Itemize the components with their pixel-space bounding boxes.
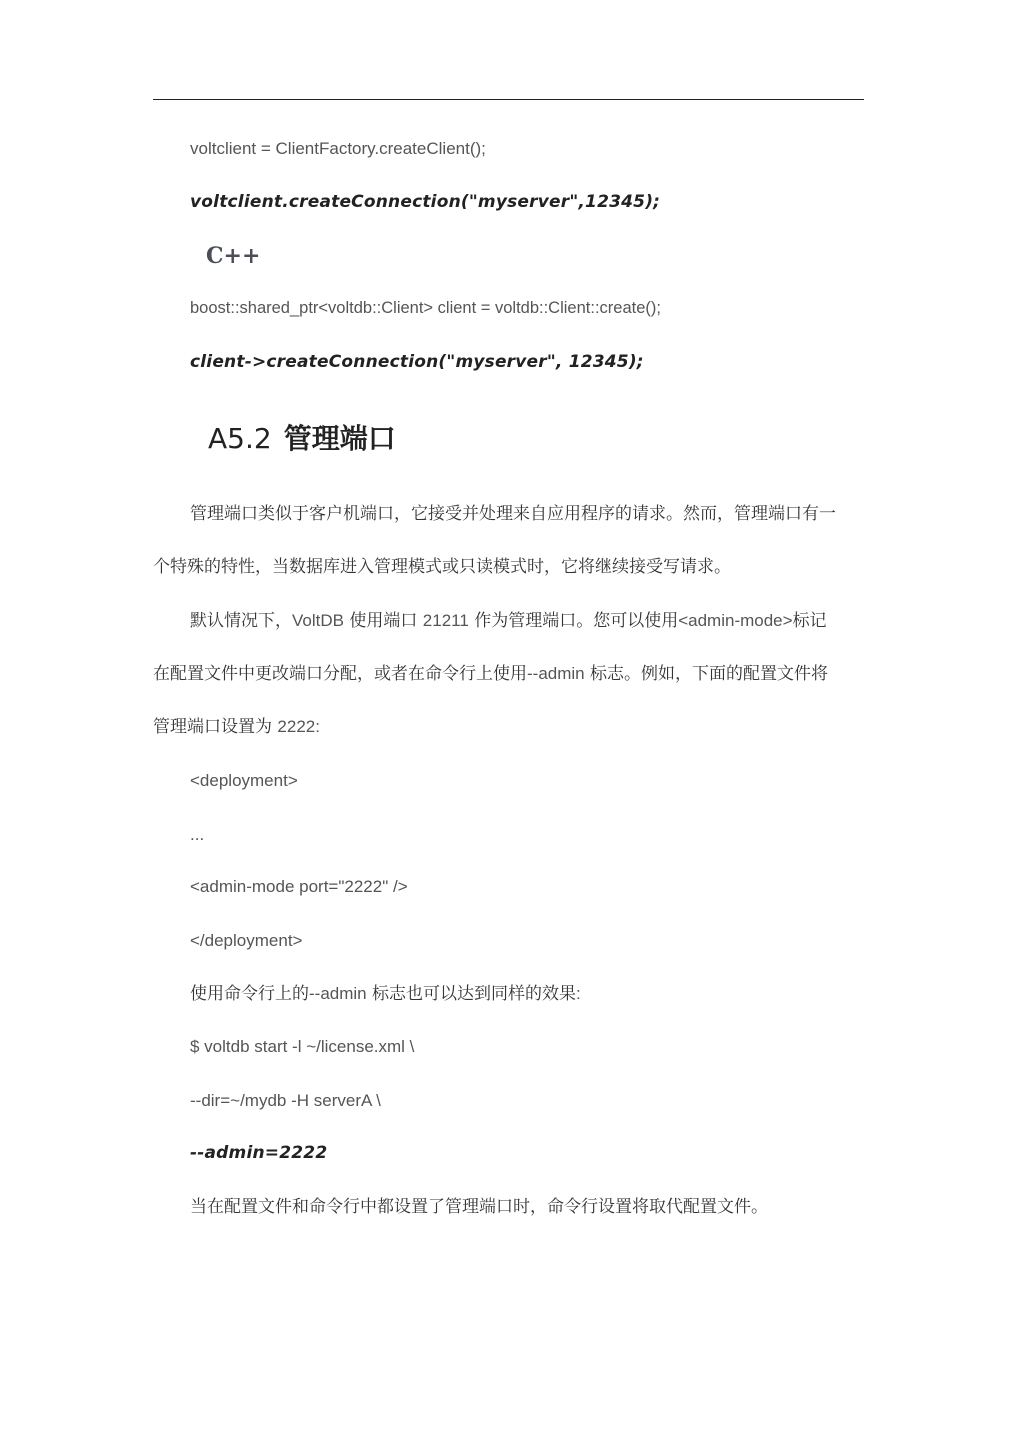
xml-code-line-4: </deployment> [190, 931, 303, 950]
para4: 当在配置文件和命令行中都设置了管理端口时，命令行设置将取代配置文件。 [190, 1197, 768, 1217]
cpp-code-line-2: client->createConnection("myserver", 12345); [190, 352, 644, 372]
para2-text: 默认情况下， [190, 611, 292, 631]
header-rule [153, 99, 864, 100]
section-number: A5.2 [208, 422, 272, 455]
admin-flag: --admin [309, 984, 367, 1003]
para2-text: 标记 [792, 611, 827, 631]
para2-text: 使用端口 [343, 611, 423, 631]
java-code-line-2: voltclient.createConnection("myserver",12345); [190, 192, 661, 212]
para2-text: 作为管理端口。您可以使用 [468, 611, 679, 631]
para2-line-3 [153, 718, 320, 736]
xml-code-line-3: <admin-mode port="2222" /> [190, 877, 408, 896]
section-title: 管理端口 [283, 422, 396, 455]
xml-code-line-1: <deployment> [190, 771, 298, 790]
admin-mode-tag: <admin-mode> [678, 611, 793, 630]
para2-line-1 [190, 612, 827, 630]
admin-port-value: 2222: [277, 717, 320, 736]
product-name: VoltDB [292, 611, 344, 630]
section-heading [208, 422, 396, 455]
cpp-heading: C++ [206, 243, 261, 269]
para3-colon: : [576, 984, 581, 1003]
cmd-code-line-3: --admin=2222 [190, 1143, 328, 1163]
para2-text: 在配置文件中更改端口分配，或者在命令行上使用 [153, 664, 527, 684]
cmd-code-line-2: --dir=~/mydb -H serverA \ [190, 1091, 381, 1110]
admin-flag: --admin [527, 664, 585, 683]
java-code-line-1: voltclient = ClientFactory.createClient(); [190, 139, 486, 158]
para2-text: 管理端口设置为 [153, 717, 278, 737]
para1-line-1: 管理端口类似于客户机端口，它接受并处理来自应用程序的请求。然而，管理端口有一 [190, 504, 836, 524]
cmd-code-line-1: $ voltdb start -l ~/license.xml \ [190, 1037, 415, 1056]
xml-code-line-2: ... [190, 825, 205, 844]
port-number: 21211 [422, 611, 469, 630]
para3-text: 标志也可以达到同样的效果 [366, 984, 577, 1004]
cpp-code-line-1: boost::shared_ptr<voltdb::Client> client = voltdb::Client::create(); [190, 299, 661, 317]
para3-text: 使用命令行上的 [190, 984, 309, 1004]
para1-line-2: 个特殊的特性，当数据库进入管理模式或只读模式时，它将继续接受写请求。 [153, 557, 731, 577]
para2-line-2 [153, 665, 828, 683]
para2-text: 标志。例如，下面的配置文件将 [584, 664, 829, 684]
para3 [190, 985, 581, 1003]
